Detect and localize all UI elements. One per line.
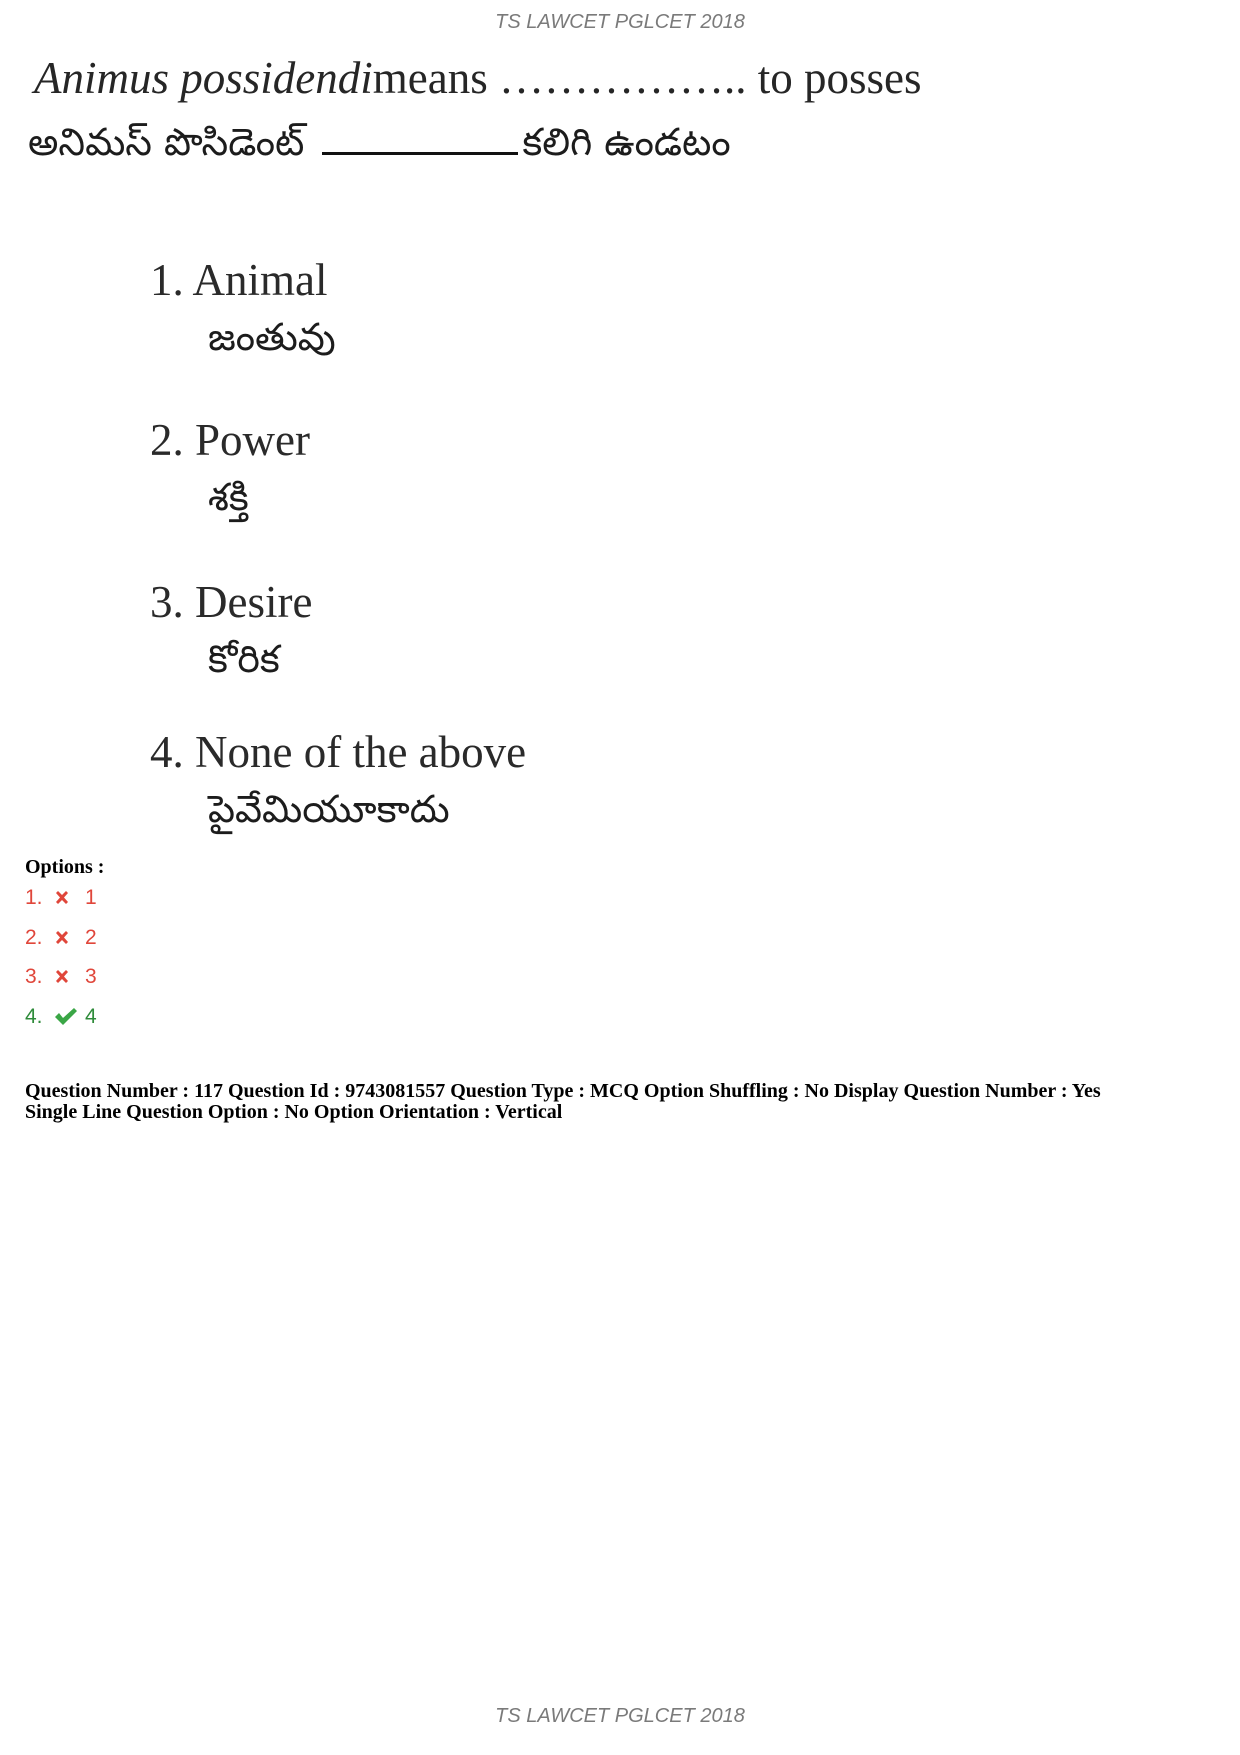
- option-row-2: [25, 922, 97, 954]
- question-meta-line-2: Single Line Question Option : No Option Orientation : Vertical: [25, 1101, 563, 1123]
- choice-telugu: జంతువు: [208, 315, 336, 359]
- option-number: 1.: [25, 886, 43, 909]
- question-telugu-before: అనిమస్ పొసిడెంట్: [28, 120, 305, 164]
- option-number: 4.: [25, 1005, 43, 1028]
- choice-2: [150, 415, 310, 519]
- choice-4: [150, 727, 527, 831]
- question-english-rest: means …………….. to posses: [372, 53, 922, 103]
- choice-1: [150, 255, 336, 359]
- choice-telugu: కోరిక: [208, 637, 280, 681]
- option-row-3: [25, 961, 97, 993]
- question-telugu: [28, 112, 731, 174]
- option-number: 2.: [25, 926, 43, 949]
- option-row-1: [25, 882, 97, 914]
- question-meta-line-1: Question Number : 117 Question Id : 9743081557 Question Type : MCQ Option Shuffling : No Display Question Number : Yes: [25, 1080, 1101, 1102]
- question-term: Animus possidendi: [34, 53, 373, 103]
- option-value: 2: [85, 926, 97, 949]
- option-value: 3: [85, 965, 97, 988]
- choice-3: [150, 577, 313, 681]
- cross-icon: [53, 929, 83, 947]
- question-english: [34, 52, 922, 104]
- question-meta: [25, 1081, 1225, 1123]
- option-value: 4: [85, 1005, 97, 1028]
- options-label: Options :: [25, 856, 105, 878]
- choice-english: 1. Animal: [150, 255, 328, 305]
- option-row-4: [25, 1001, 97, 1033]
- choice-telugu: పైవేమియూకాదు: [208, 787, 450, 831]
- choice-telugu: శక్తి: [208, 475, 249, 519]
- option-value: 1: [85, 886, 97, 909]
- cross-icon: [53, 889, 83, 907]
- option-number: 3.: [25, 965, 43, 988]
- cross-icon: [53, 968, 83, 986]
- answer-blank: [322, 112, 518, 155]
- page-footer: TS LAWCET PGLCET 2018: [495, 1705, 745, 1727]
- choice-english: 3. Desire: [150, 577, 313, 627]
- page-header: TS LAWCET PGLCET 2018: [495, 11, 745, 33]
- choice-english: 4. None of the above: [150, 727, 527, 777]
- check-icon: [53, 1006, 83, 1028]
- choice-english: 2. Power: [150, 415, 310, 465]
- question-telugu-after: కలిగి ఉండటం: [522, 120, 731, 164]
